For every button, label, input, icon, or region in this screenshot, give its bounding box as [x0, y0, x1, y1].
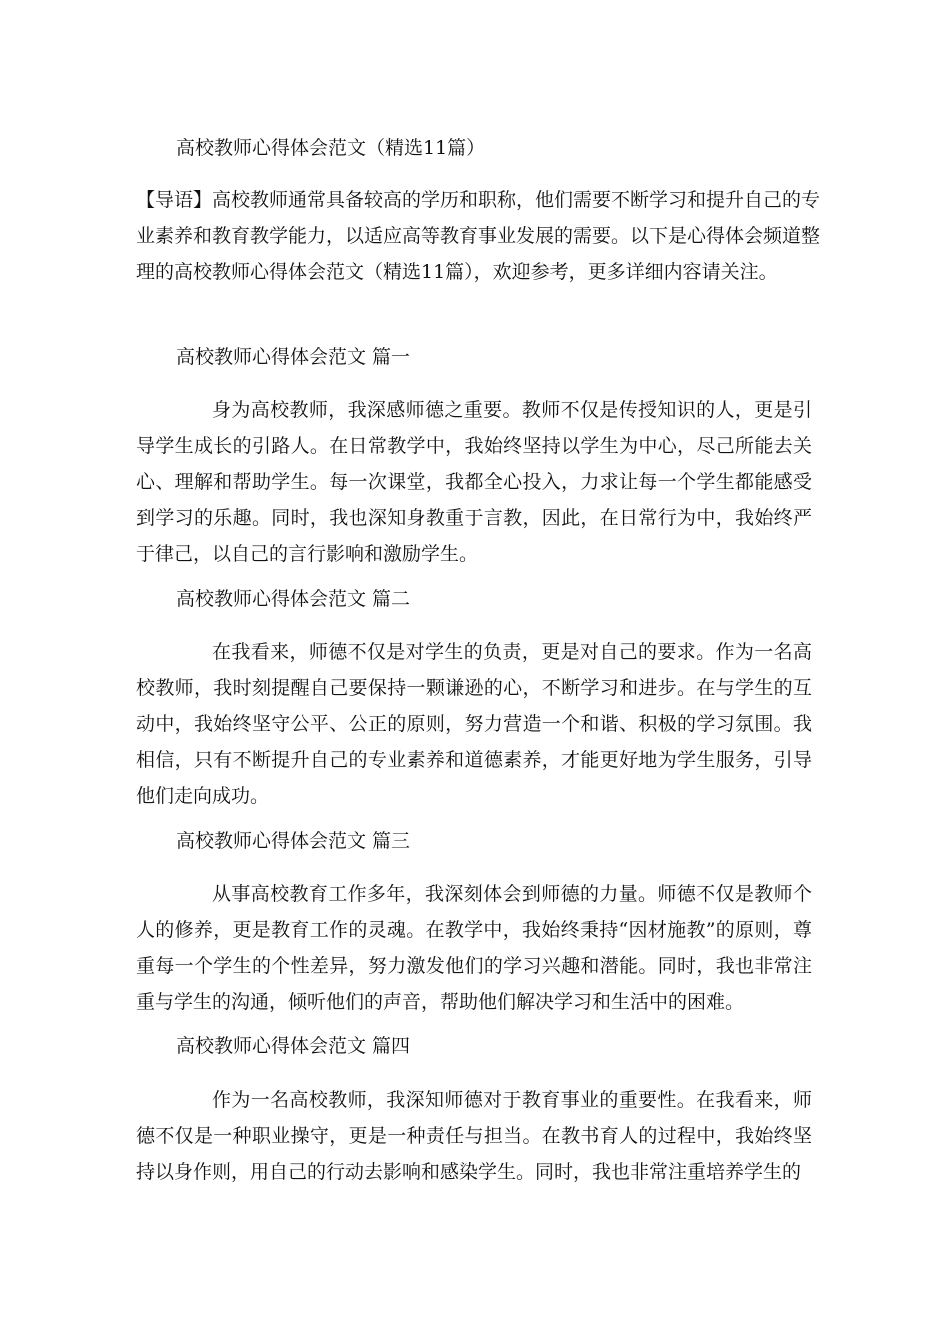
- section-heading-4: 高校教师心得体会范文 篇四: [176, 1035, 411, 1057]
- section-body-2: 在我看来，师德不仅是对学生的负责，更是对自己的要求。作为一名高校教师，我时刻提醒自己要保持一颗谦逊的心，不断学习和进步。在与学生的互动中，我始终坚守公平、公正的原则，努力营造一个和谐、积极的学习氛围。我相信，只有不断提升自己的专业素养和道德素养，才能更好地为学生服务，引导他们走向成功。: [136, 641, 812, 807]
- section-body-4: 作为一名高校教师，我深知师德对于教育事业的重要性。在我看来，师德不仅是一种职业操守，更是一种责任与担当。在教书育人的过程中，我始终坚持以身作则，用自己的行动去影响和感染学生。同时，我也非常注重培养学生的: [136, 1089, 812, 1183]
- section-heading-2: 高校教师心得体会范文 篇二: [176, 588, 411, 610]
- section-heading-1: 高校教师心得体会范文 篇一: [176, 346, 411, 368]
- section-body-3: 从事高校教育工作多年，我深刻体会到师德的力量。师德不仅是教师个人的修养，更是教育工作的灵魂。在教学中，我始终秉持“因材施教”的原则，尊重每一个学生的个性差异，努力激发他们的学习兴趣和潜能。同时，我也非常注重与学生的沟通，倾听他们的声音，帮助他们解决学习和生活中的困难。: [136, 883, 812, 1013]
- lead-paragraph: 【导语】高校教师通常具备较高的学历和职称，他们需要不断学习和提升自己的专业素养和教育教学能力，以适应高等教育事业发展的需要。以下是心得体会频道整理的高校教师心得体会范文（精选11篇），欢迎参考，更多详细内容请关注。: [136, 189, 821, 283]
- document-title: 高校教师心得体会范文（精选11篇）: [176, 137, 486, 159]
- section-heading-3: 高校教师心得体会范文 篇三: [176, 830, 411, 852]
- section-body-1: 身为高校教师，我深感师德之重要。教师不仅是传授知识的人，更是引导学生成长的引路人。在日常教学中，我始终坚持以学生为中心，尽己所能去关心、理解和帮助学生。每一次课堂，我都全心投入，力求让每一个学生都能感受到学习的乐趣。同时，我也深知身教重于言教，因此，在日常行为中，我始终严于律己，以自己的言行影响和激励学生。: [136, 399, 812, 565]
